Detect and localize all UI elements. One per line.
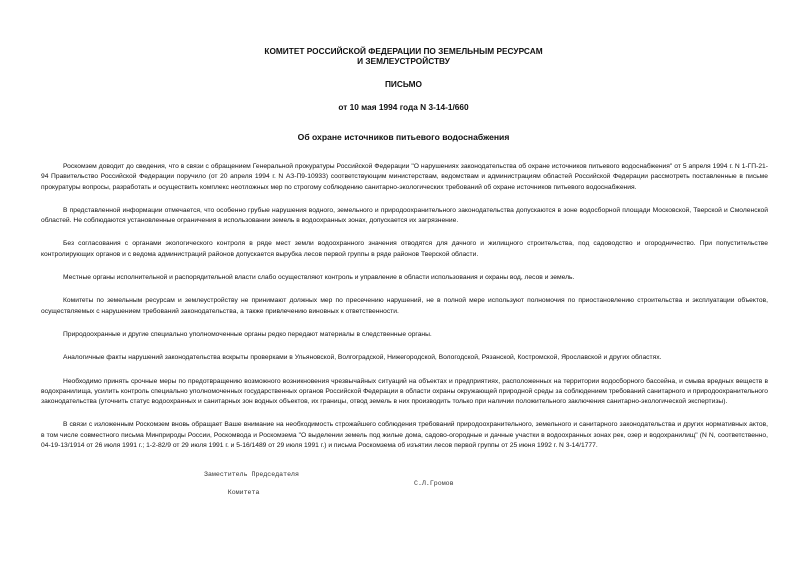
paragraph: Природоохранные и другие специально уполномоченные органы редко передают материалы в следственные органы. — [63, 330, 432, 338]
document-date: от 10 мая 1994 года N 3-14-1/660 — [338, 102, 469, 112]
paragraph: Местные органы исполнительной и распорядительной власти слабо осуществляют контроль и управление в области использования и охраны вод, лесов и земель. — [63, 274, 575, 282]
document-body — [41, 162, 768, 464]
paragraph: Аналогичные факты нарушений законодательства вскрыты проверками в Ульяновской, Волгоградской, Нижегородской, Вологодской, Рязанской, Костромской, Ярославской и других областях. — [63, 354, 662, 362]
organization-line-2: И ЗЕМЛЕУСТРОЙСТВУ — [357, 56, 450, 66]
paragraph: В связи с изложенным Роскомзем вновь обращает Ваше внимание на необходимость строжайшего соблюдения требований природоохранительного, земельного и санитарного законодательства и других нормативных актов, в том числе совместного письма Минприроды России, Роскомвода и Роскомзема "О выделении земель под жилые дома, садово-огородные и дачные участки в водоохранных зонах рек, озер и водохранилищ" (N N, соответственно, 04-19-13/1914 от 26 июля 1991 г.; 1-2-82/9 от 29 июля 1991 г. и 5-16/1489 от 29 июля 1991 г.) и письма Роскомзема об изъятии лесов первой группы от 25 июня 1992 г. N 3-14/1777. — [41, 421, 768, 450]
signer-position-line-1: Заместитель Председателя — [204, 471, 299, 478]
organization-line-1: КОМИТЕТ РОССИЙСКОЙ ФЕДЕРАЦИИ ПО ЗЕМЕЛЬНЫМ РЕСУРСАМ — [264, 46, 543, 56]
issuing-organization — [0, 46, 807, 66]
document-type: ПИСЬМО — [384, 79, 423, 89]
signer-name: С.Л.Громов — [414, 480, 454, 487]
paragraph: Без согласования с органами экологического контроля в ряде мест земли водоохранного значения отводятся для дачного и жилищного строительства, под садоводство и огородничество. При попустительстве контролирующих органов и с ведома администраций районов допускается вырубка лесов первой группы в ряде районов Тверской области. — [41, 240, 768, 258]
paragraph: В представленной информации отмечается, что особенно грубые нарушения водного, земельного и природоохранительного законодательства допускаются в зоне водосборной площади Московской, Тверской и Смоленской областей. Не соблюдаются установленные ограничения в использовании земель в водоохранных зонах, допускается их загрязнение. — [41, 206, 768, 225]
paragraph: Роскомзем доводит до сведения, что в связи с обращением Генеральной прокуратуры Российской Федерации "О нарушениях законодательства об охране источников питьевого водоснабжения" от 5 апреля 1994 г. N 1-ГП-21-94 Правительство Российской Федерации поручило (от 20 апреля 1994 г. N АЗ-П9-10933) соответствующим министерствам, ведомствам и администрациям областей Российской Федерации рассмотреть поставленные в письме прокуратуры вопросы, разработать и осуществить комплекс неотложных мер по строгому соблюдению санитарно-экологических требований об охране источников питьевого водоснабжения. — [41, 163, 768, 191]
paragraph: Комитеты по земельным ресурсам и землеустройству не принимают должных мер по пресечению нарушений, не в полной мере используют полномочия по приостановлению строительства и эксплуатации объектов, осуществляемых с нарушением требований законодательства, а также привлечению виновных к ответственности. — [41, 297, 768, 315]
paragraph: Необходимо принять срочные меры по предотвращению возможного возникновения чрезвычайных ситуаций на объектах и предприятиях, расположенных на территории водосборного бассейна, и смыва вредных веществ в водохранилища, усилить контроль специально уполномоченных государственных органов Российской Федерации в области охраны окружающей природной среды за соблюдением требований санитарного и природоохранительного законодательства (уточнить статус водоохранных и санитарных зон водных объектов, их границы, отвод земель в них производить только при наличии положительного заключения санитарно-экологической экспертизы). — [41, 377, 768, 406]
document-title: Об охране источников питьевого водоснабжения — [297, 132, 510, 142]
signature-block — [204, 470, 504, 496]
signer-position-line-2: Комитета — [227, 489, 260, 496]
signer-position-row — [204, 479, 504, 496]
